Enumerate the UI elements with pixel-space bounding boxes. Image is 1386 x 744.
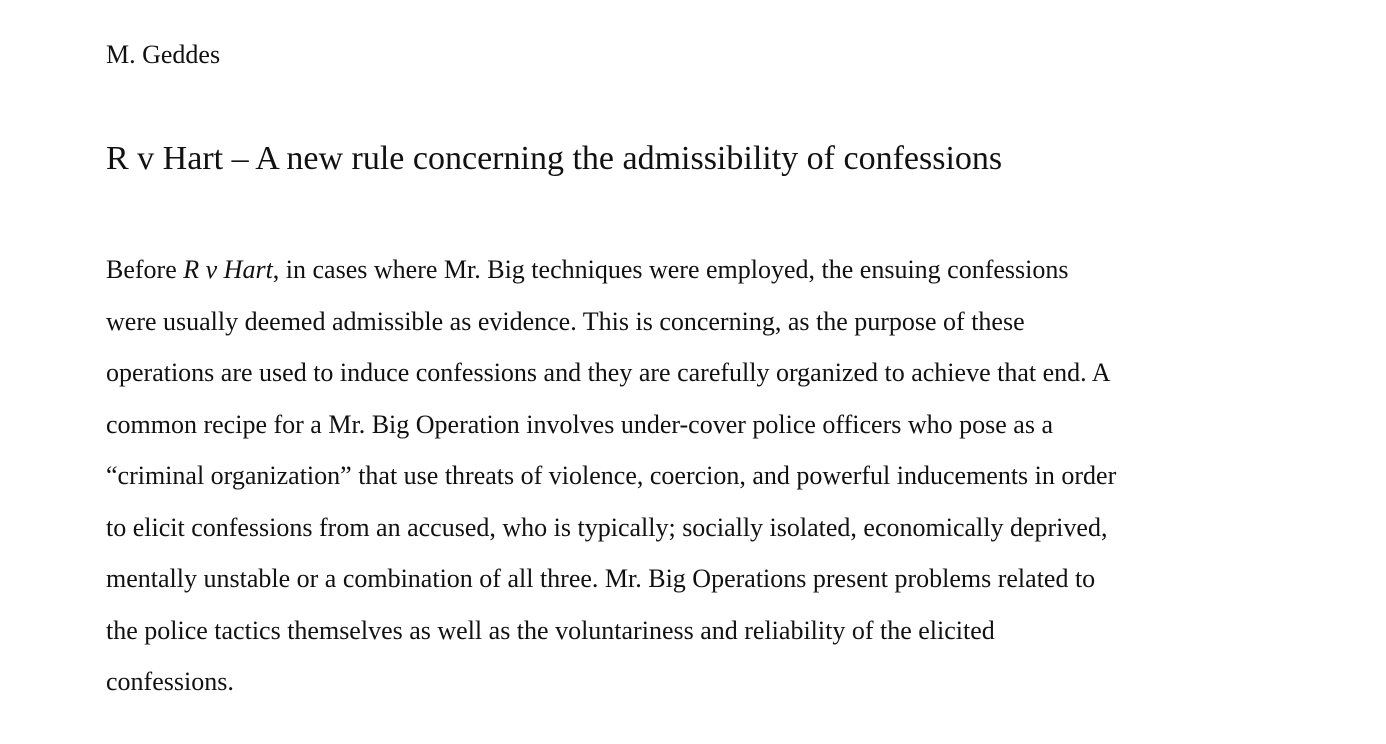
line-text: operations are used to induce confessions and they are carefully organized to achieve that end. A (106, 358, 1111, 387)
line-text: , in cases where Mr. Big techniques were employed, the ensuing confessions (272, 255, 1069, 284)
paragraph-line (106, 351, 1306, 403)
paragraph-line (106, 300, 1306, 352)
author-name: M. Geddes (106, 40, 221, 69)
paragraph-line (106, 248, 1306, 300)
body-paragraph (106, 248, 1306, 712)
line-text: were usually deemed admissible as evidence. This is concerning, as the purpose of these (106, 306, 1025, 336)
paragraph-line (106, 403, 1306, 455)
line-text: the police tactics themselves as well as the voluntariness and reliability of the elicited (106, 615, 995, 645)
line-text: Before (106, 255, 184, 284)
line-text: to elicit confessions from an accused, who is typically; socially isolated, economically deprived, (106, 512, 1108, 542)
line-text: common recipe for a Mr. Big Operation involves under-cover police officers who pose as a (106, 409, 1053, 439)
document-title: R v Hart – A new rule concerning the admissibility of confessions (106, 140, 1003, 177)
line-text: “criminal organization” that use threats of violence, coercion, and powerful inducements in order (106, 461, 1117, 490)
paragraph-line (106, 454, 1306, 506)
line-text: confessions. (106, 667, 234, 696)
line-text: mentally unstable or a combination of all three. Mr. Big Operations present problems related to (106, 564, 1096, 593)
paragraph-line (106, 557, 1306, 609)
paragraph-line (106, 660, 1306, 712)
case-name: R v Hart (183, 255, 273, 284)
paragraph-line (106, 506, 1306, 558)
paragraph-line (106, 609, 1306, 661)
